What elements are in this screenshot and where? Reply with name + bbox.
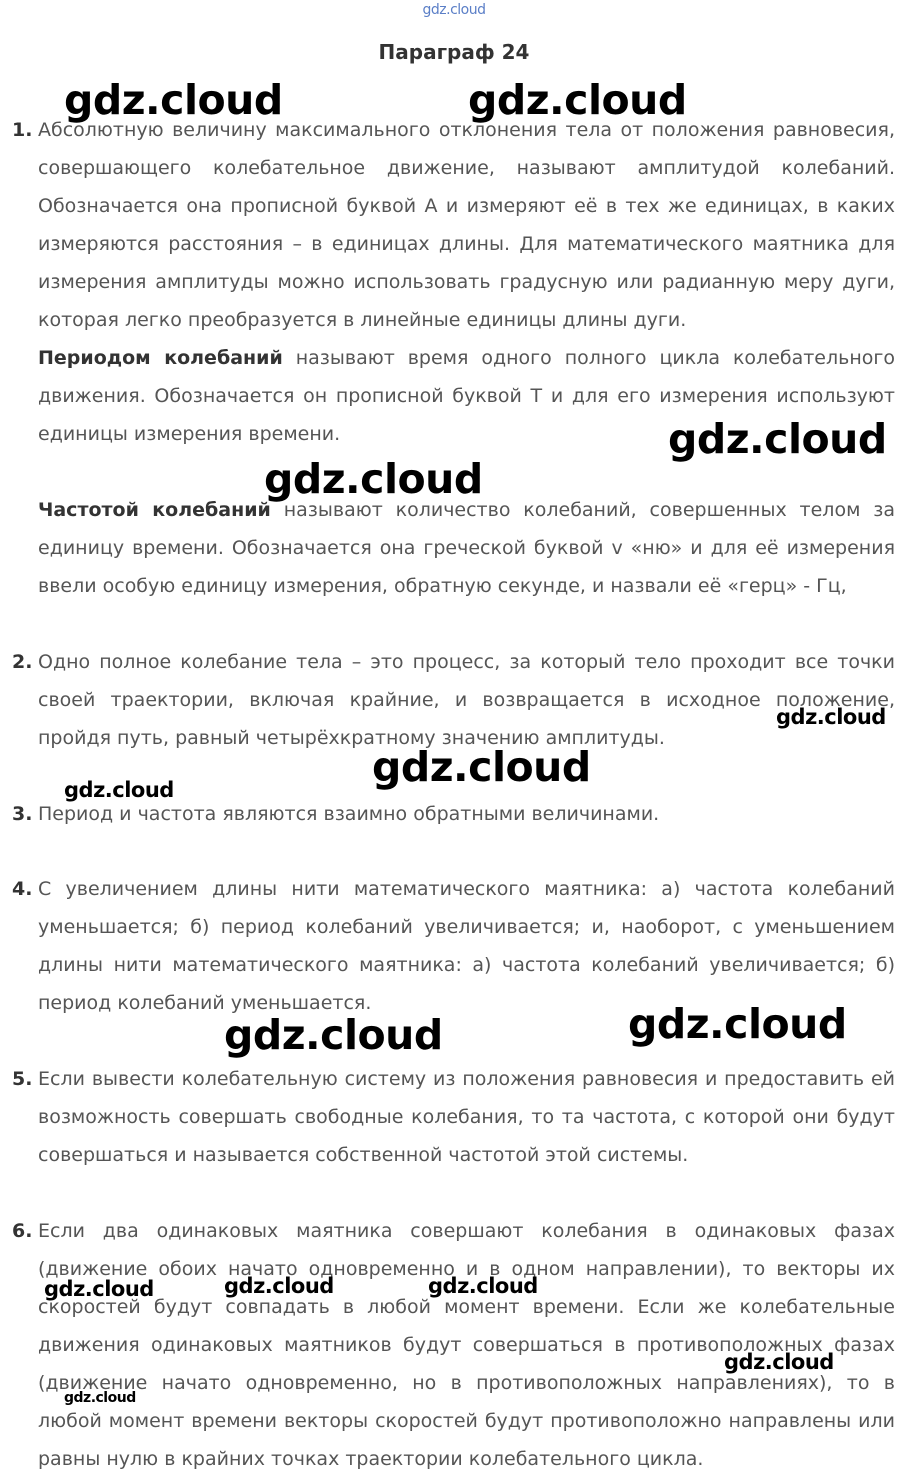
item-number: 6. xyxy=(12,1220,33,1242)
answer-item-5 xyxy=(0,1060,908,1180)
item-text: Если вывести колебательную систему из положения равновесия и предоставить ей возможность совершать свободные колебания, то та частота, с которой они будут совершаться и называется собственной частотой этой системы. xyxy=(38,1068,895,1166)
page-title: Параграф 24 xyxy=(378,40,530,64)
item-text: Одно полное колебание тела – это процесс, за который тело проходит все точки своей траектории, включая крайние, и возвращается в исходное положение, пройдя путь, равный четырёхкратному значению амплитуды. xyxy=(38,651,895,749)
item-text: Период и частота являются взаимно обратными величинами. xyxy=(38,803,660,825)
watermark: gdz.cloud xyxy=(264,455,483,503)
term-bold: Частотой колебаний xyxy=(38,499,271,521)
watermark: gdz.cloud xyxy=(776,705,886,729)
watermark: gdz.cloud xyxy=(224,1274,334,1298)
watermark: gdz.cloud xyxy=(224,1011,443,1059)
item-text xyxy=(38,491,895,605)
item-text: Абсолютную величину максимального отклонения тела от положения равновесия, совершающего колебательное движение, называют амплитудой колебаний. Обозначается она прописной буквой А и измеряют её в тех же единицах, в каких измеряются расстояния – в единицах длины. Для математического маятника для измерения амплитуды можно использовать градусную или радианную меру дуги, которая легко преобразуется в линейные единицы длины дуги. xyxy=(38,119,895,331)
watermark: gdz.cloud xyxy=(64,1390,136,1406)
watermark: gdz.cloud xyxy=(372,743,591,791)
item-number: 1. xyxy=(12,119,33,141)
item-number: 3. xyxy=(12,803,33,825)
item-number: 2. xyxy=(12,651,33,673)
watermark: gdz.cloud xyxy=(628,1000,847,1048)
term-definition: называют время одного полного цикла колебательного движения. Обозначается он прописной буквой T и для его измерения используют единицы измерения времени. xyxy=(38,347,895,445)
watermark: gdz.cloud xyxy=(724,1350,834,1374)
term-definition: называют количество колебаний, совершенных телом за единицу времени. Обозначается она греческой буквой v «ню» и для её измерения ввели особую единицу измерения, обратную секунде, и назвали её «герц» - Гц, xyxy=(38,499,895,597)
item-number: 4. xyxy=(12,878,33,900)
item-number: 5. xyxy=(12,1068,33,1090)
item-text: С увеличением длины нити математического маятника: а) частота колебаний уменьшается; б) период колебаний увеличивается; и, наоборот, с уменьшением длины нити математического маятника: а) частота колебаний увеличивается; б) период колебаний уменьшается. xyxy=(38,878,895,1014)
watermark: gdz.cloud xyxy=(64,76,283,124)
watermark: gdz.cloud xyxy=(428,1274,538,1298)
answer-item-1 xyxy=(0,111,908,601)
watermark: gdz.cloud xyxy=(468,76,687,124)
watermark: gdz.cloud xyxy=(44,1277,154,1301)
item-text: Если два одинаковых маятника совершают колебания в одинаковых фазах (движение обоих начато одновременно и в одном направлении), то векторы их скоростей будут совпадать в любой момент времени. Если же колебательные движения одинаковых маятников будут совершаться в противоположных фазах (движение начато одновременно, но в противоположных направлениях), то в любой момент времени векторы скоростей будут противоположно направлены или равны нулю в крайних точках траектории колебательного цикла. xyxy=(38,1220,895,1470)
site-link[interactable]: gdz.cloud xyxy=(422,2,486,18)
watermark: gdz.cloud xyxy=(64,778,174,802)
answer-item-6 xyxy=(0,1212,908,1482)
term-bold: Периодом колебаний xyxy=(38,347,283,369)
watermark: gdz.cloud xyxy=(668,415,887,463)
